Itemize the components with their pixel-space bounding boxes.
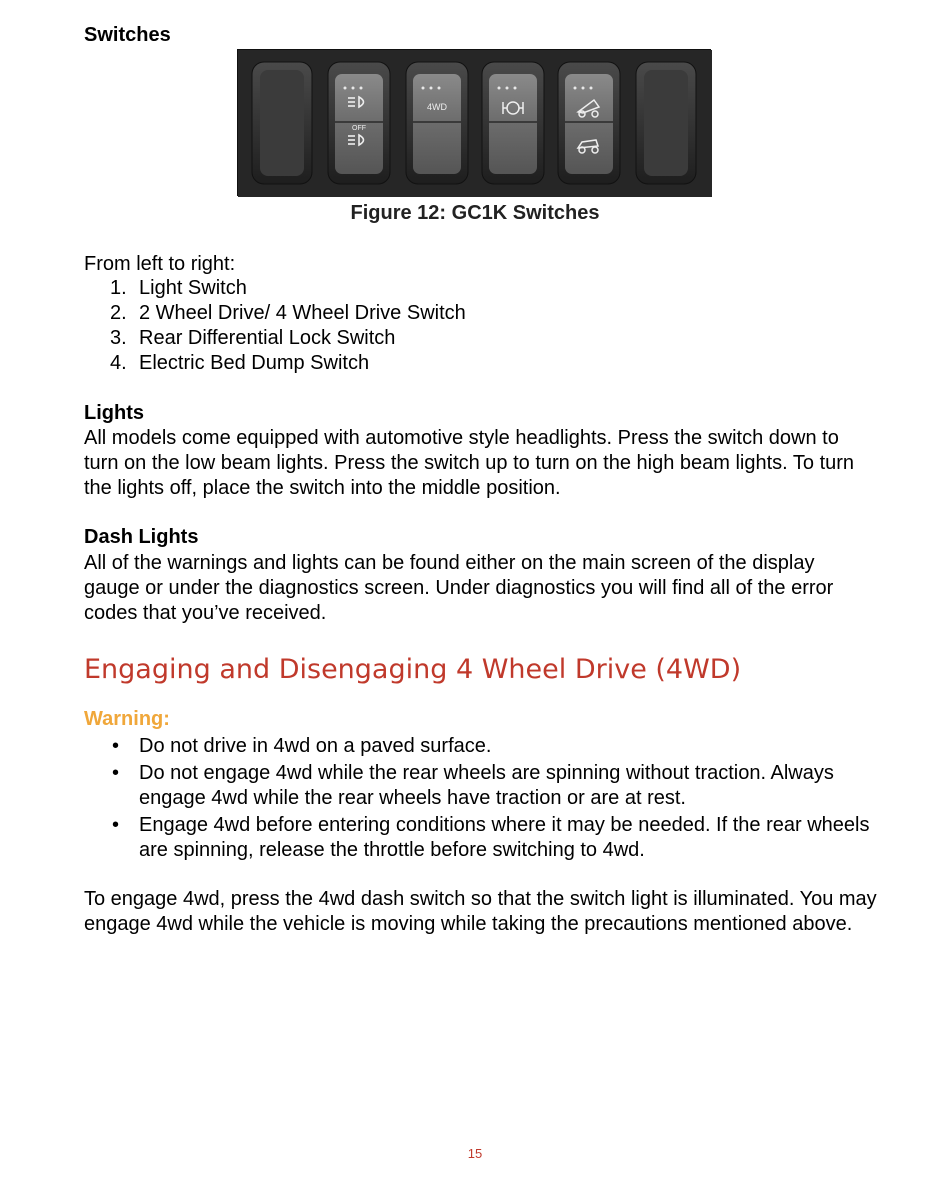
intro-text: From left to right:	[84, 253, 236, 275]
list-item	[110, 813, 870, 864]
list-item	[110, 326, 466, 351]
list-text: Light Switch	[139, 277, 247, 299]
lights-heading: Lights	[84, 402, 144, 424]
engage-paragraph: To engage 4wd, press the 4wd dash switch so that the switch light is illuminated. You may engage 4wd while the vehicle is moving while taking the precautions mentioned above.	[84, 888, 877, 935]
list-text: Electric Bed Dump Switch	[139, 352, 370, 374]
dash-lights-paragraph: All of the warnings and lights can be found either on the main screen of the display gauge or under the diagnostics screen. Under diagnostics you will find all of the error codes that you’ve received.	[84, 552, 834, 624]
dash-lights-heading: Dash Lights	[84, 526, 199, 548]
section-title: Engaging and Disengaging 4 Wheel Drive (4WD)	[84, 654, 742, 685]
list-number: 4.	[110, 352, 127, 374]
list-item	[110, 276, 466, 301]
figure-caption: Figure 12: GC1K Switches	[350, 202, 600, 224]
list-number: 1.	[110, 277, 127, 299]
4wd-label: 4WD	[427, 102, 447, 112]
warning-label: Warning:	[84, 708, 170, 730]
bullet-icon: •	[112, 735, 120, 757]
page-number: 15	[467, 1146, 483, 1161]
bullet-icon: •	[112, 813, 120, 836]
list-item	[110, 761, 870, 812]
switch-panel-photo	[237, 49, 711, 196]
list-item	[110, 734, 870, 760]
switch-list	[110, 276, 466, 376]
warning-list	[110, 734, 870, 865]
list-item	[110, 351, 466, 376]
list-item	[110, 301, 466, 326]
off-label: OFF	[352, 125, 366, 132]
list-text: Do not engage 4wd while the rear wheels are spinning without traction. Always engage 4wd while the rear wheels have traction or are at rest.	[139, 761, 834, 809]
list-number: 3.	[110, 327, 127, 349]
lights-paragraph: All models come equipped with automotive style headlights. Press the switch down to turn on the low beam lights. Press the switch up to turn on the high beam lights. To turn the lights off, place the switch into the middle position.	[84, 427, 855, 499]
bullet-icon: •	[112, 761, 120, 784]
list-number: 2.	[110, 302, 127, 324]
list-text: Rear Differential Lock Switch	[139, 327, 396, 349]
switch-panel-illustration	[238, 50, 712, 197]
switches-heading: Switches	[84, 24, 171, 46]
list-text: Do not drive in 4wd on a paved surface.	[139, 735, 492, 757]
list-text: 2 Wheel Drive/ 4 Wheel Drive Switch	[139, 302, 466, 324]
list-text: Engage 4wd before entering conditions where it may be needed. If the rear wheels are spinning, release the throttle before switching to 4wd.	[139, 813, 870, 861]
